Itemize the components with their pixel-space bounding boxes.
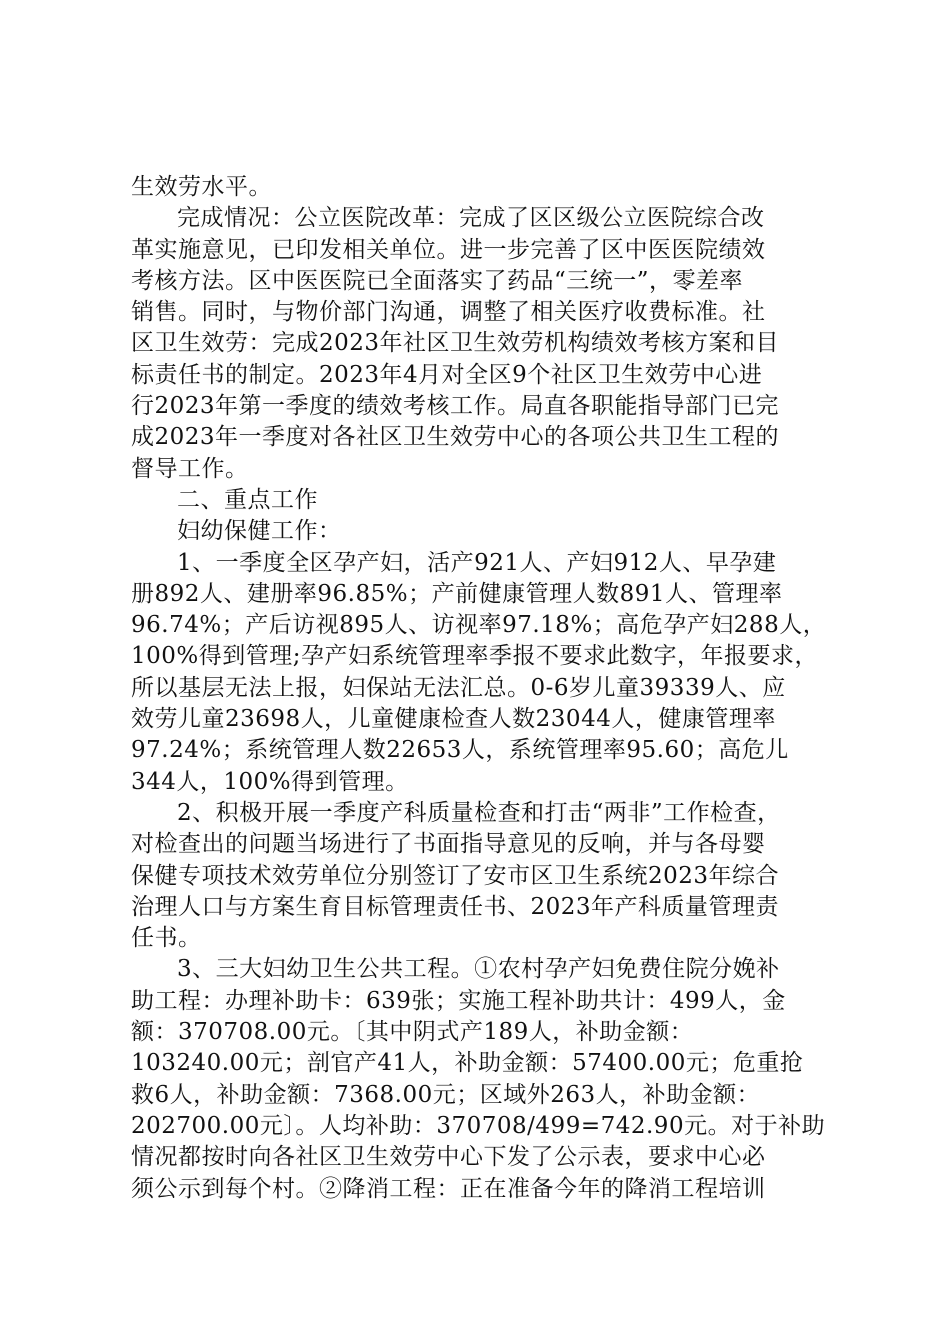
text-line: 行2023年第一季度的绩效考核工作。局直各职能指导部门已完	[131, 393, 780, 420]
text-line: 任书。	[131, 925, 202, 952]
text-line: 1、一季度全区孕产妇，活产921人、产妇912人、早孕建	[177, 549, 777, 576]
text-line: 效劳儿童23698人，儿童健康检查人数23044人，健康管理率	[131, 706, 776, 733]
text-line: 96.74%；产后访视895人、访视率97.18%；高危孕产妇288人，	[131, 612, 827, 639]
text-line: 所以基层无法上报，妇保站无法汇总。0-6岁儿童39339人、应	[131, 674, 786, 701]
text-line: 标责任书的制定。2023年4月对全区9个社区卫生效劳中心进	[131, 361, 763, 388]
text-line: 救6人，补助金额：7368.00元；区域外263人，补助金额：	[131, 1081, 761, 1108]
text-line: 额：370708.00元。〔其中阴式产189人，补助金额：	[131, 1019, 694, 1046]
text-line: 生效劳水平。	[131, 174, 272, 200]
text-line: 情况都按时向各社区卫生效劳中心下发了公示表，要求中心必	[131, 1144, 766, 1171]
text-line: 202700.00元〕。人均补助：370708/499=742.90元。对于补助	[131, 1112, 826, 1139]
text-line: 保健专项技术效劳单位分别签订了安市区卫生系统2023年综合	[131, 862, 780, 889]
text-line: 103240.00元；剖官产41人，补助金额：57400.00元；危重抢	[131, 1050, 804, 1077]
text-line: 妇幼保健工作：	[177, 518, 342, 545]
text-line: 区卫生效劳：完成2023年社区卫生效劳机构绩效考核方案和目	[131, 330, 780, 357]
text-line: 督导工作。	[131, 455, 249, 482]
text-line: 成2023年一季度对各社区卫生效劳中心的各项公共卫生工程的	[131, 424, 780, 451]
text-line: 助工程：办理补助卡：639张；实施工程补助共计：499人，金	[131, 987, 786, 1014]
text-line: 革实施意见，已印发相关单位。进一步完善了区中医医院绩效	[131, 236, 766, 263]
text-line: 册892人、建册率96.85%；产前健康管理人数891人、管理率	[131, 580, 783, 607]
text-line: 完成情况：公立医院改革：完成了区区级公立医院综合改	[177, 205, 765, 232]
text-line: 100%得到管理;孕产妇系统管理率季报不要求此数字，年报要求，	[131, 643, 819, 670]
text-line: 3、三大妇幼卫生公共工程。①农村孕产妇免费住院分娩补	[177, 956, 780, 983]
text-line: 销售。同时，与物价部门沟通，调整了相关医疗收费标准。社	[131, 299, 766, 326]
text-line: 须公示到每个村。②降消工程：正在准备今年的降消工程培训	[131, 1175, 766, 1202]
text-line: 治理人口与方案生育目标管理责任书、2023年产科质量管理责	[131, 893, 780, 920]
document-body	[131, 172, 831, 1205]
text-line: 二、重点工作	[177, 486, 318, 513]
text-line: 97.24%；系统管理人数22653人，系统管理率95.60；高危儿	[131, 737, 789, 764]
text-line: 344人，100%得到管理。	[131, 768, 409, 795]
text-line: 考核方法。区中医医院已全面落实了药品“三统一”，零差率	[131, 267, 744, 294]
text-line: 2、积极开展一季度产科质量检查和打击“两非”工作检查，	[177, 799, 781, 826]
text-line: 对检查出的问题当场进行了书面指导意见的反响，并与各母婴	[131, 831, 766, 858]
